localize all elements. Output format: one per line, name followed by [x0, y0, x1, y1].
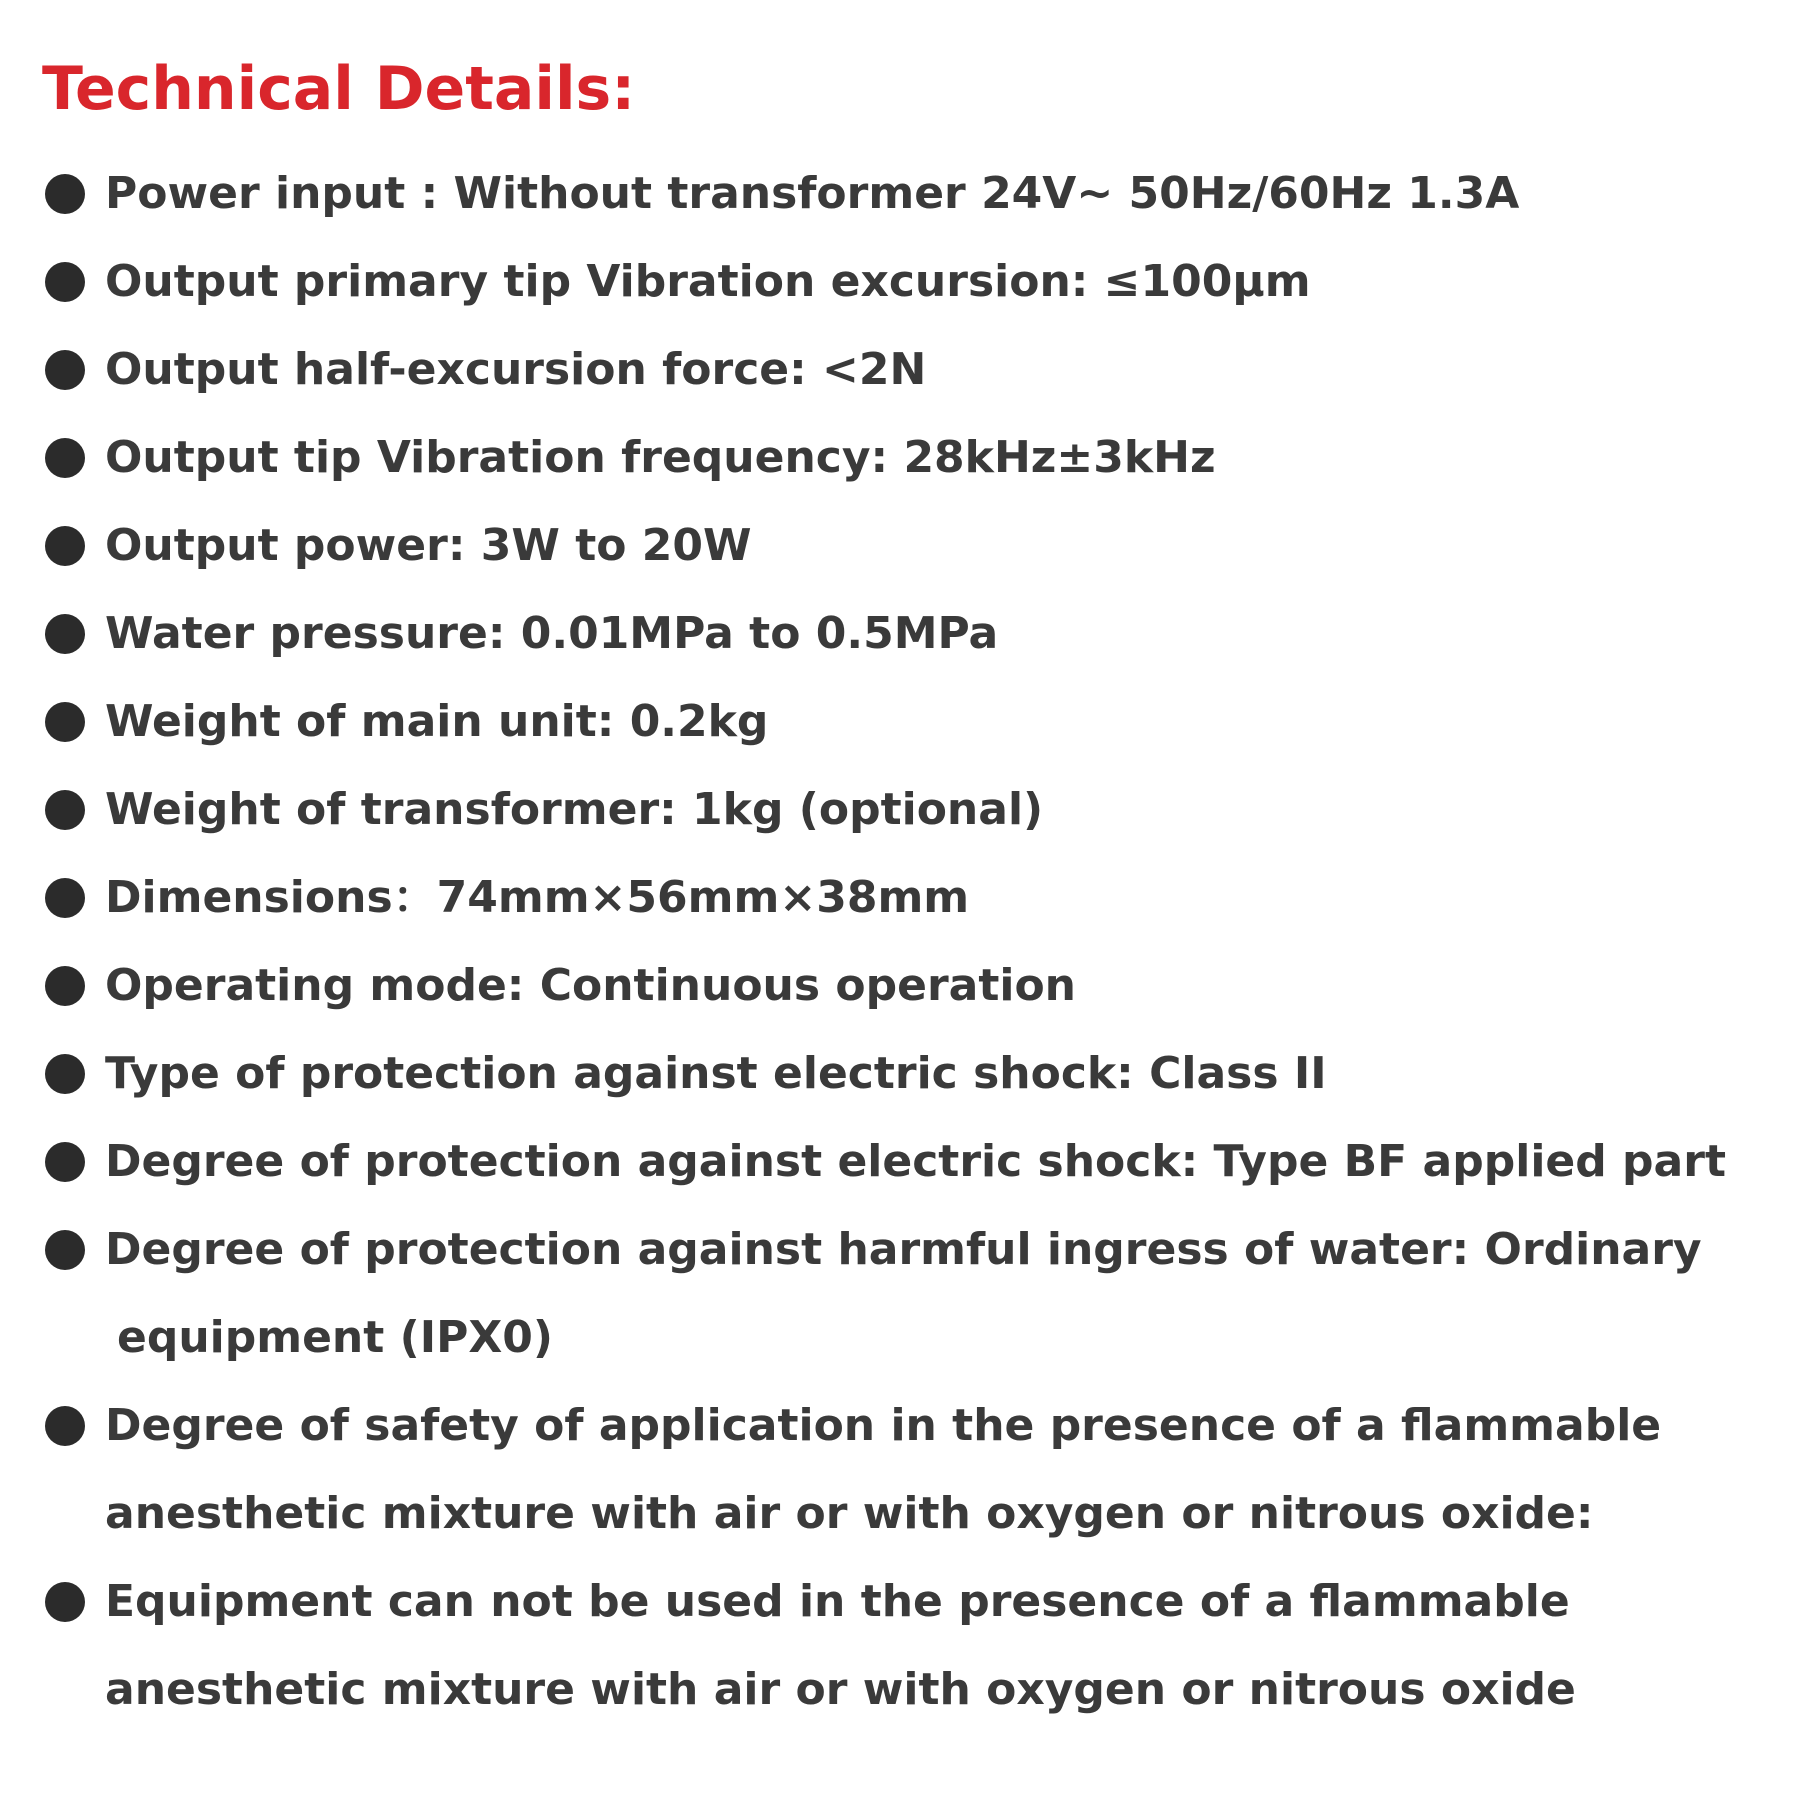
spec-text: Dimensions：74mm×56mm×38mm: [105, 872, 970, 923]
bullet-icon: [45, 174, 85, 214]
spec-text: Weight of main unit: 0.2kg: [105, 696, 769, 747]
spec-text: Operating mode: Continuous operation: [105, 960, 1077, 1011]
spec-text: Equipment can not be used in the presence of a flammable: [105, 1576, 1570, 1627]
spec-item-dimensions: [0, 854, 1765, 942]
spec-list: [0, 150, 1800, 1734]
spec-item-vibration-excursion: [0, 238, 1765, 326]
spec-text: Output half-excursion force: <2N: [105, 344, 927, 395]
spec-item-vibration-frequency: [0, 414, 1765, 502]
bullet-icon: [45, 438, 85, 478]
spec-text: Weight of transformer: 1kg (optional): [105, 784, 1044, 835]
bullet-icon: [45, 1230, 85, 1270]
spec-item-protection-type: [0, 1030, 1765, 1118]
spec-item-flammable-safety: [0, 1382, 1765, 1558]
bullet-icon: [45, 790, 85, 830]
bullet-icon: [45, 262, 85, 302]
bullet-icon: [45, 1054, 85, 1094]
spec-item-flammable-warning: [0, 1558, 1765, 1734]
bullet-icon: [45, 1406, 85, 1446]
spec-item-transformer-weight: [0, 766, 1765, 854]
spec-text: Output tip Vibration frequency: 28kHz±3kHz: [105, 432, 1216, 483]
bullet-icon: [45, 1142, 85, 1182]
spec-text: Degree of protection against harmful ingress of water: Ordinary: [105, 1224, 1702, 1275]
spec-text: Degree of safety of application in the presence of a flammable: [105, 1400, 1662, 1451]
spec-text: Type of protection against electric shock: Class II: [105, 1048, 1327, 1099]
spec-text: Power input : Without transformer 24V~ 50Hz/60Hz 1.3A: [105, 168, 1520, 219]
spec-item-power-input: [0, 150, 1765, 238]
bullet-icon: [45, 966, 85, 1006]
spec-text: Water pressure: 0.01MPa to 0.5MPa: [105, 608, 999, 659]
spec-item-water-ingress: [0, 1206, 1765, 1382]
bullet-icon: [45, 526, 85, 566]
bullet-icon: [45, 702, 85, 742]
spec-text: Output primary tip Vibration excursion: ≤100μm: [105, 256, 1311, 307]
spec-item-operating-mode: [0, 942, 1765, 1030]
spec-text-continuation: anesthetic mixture with air or with oxygen or nitrous oxide:: [105, 1488, 1594, 1539]
spec-item-main-unit-weight: [0, 678, 1765, 766]
spec-item-output-power: [0, 502, 1765, 590]
bullet-icon: [45, 614, 85, 654]
page-title: Technical Details:: [42, 54, 636, 124]
bullet-icon: [45, 1582, 85, 1622]
spec-item-half-excursion-force: [0, 326, 1765, 414]
spec-text-continuation: equipment (IPX0): [117, 1312, 553, 1363]
spec-text: Degree of protection against electric shock: Type BF applied part: [105, 1136, 1726, 1187]
bullet-icon: [45, 878, 85, 918]
spec-item-protection-degree: [0, 1118, 1765, 1206]
spec-item-water-pressure: [0, 590, 1765, 678]
bullet-icon: [45, 350, 85, 390]
spec-text: Output power: 3W to 20W: [105, 520, 752, 571]
spec-text-continuation: anesthetic mixture with air or with oxygen or nitrous oxide: [105, 1664, 1576, 1715]
